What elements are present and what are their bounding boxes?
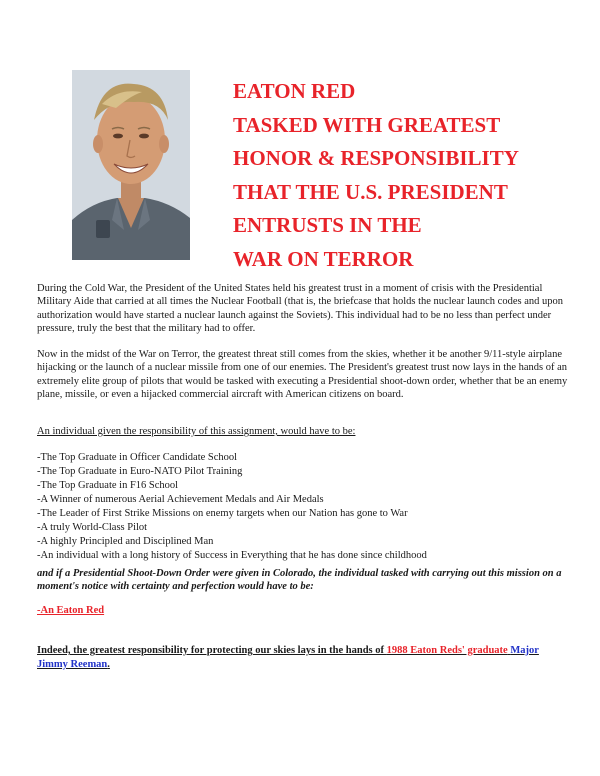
requirement-item: -A Winner of numerous Aerial Achievement Medals and Air Medals	[37, 494, 324, 505]
headline-line: ENTRUSTS IN THE	[233, 213, 422, 237]
headline-line: EATON RED	[233, 79, 356, 103]
requirement-item: -The Top Graduate in Officer Candidate School	[37, 452, 238, 463]
headline	[233, 75, 573, 276]
requirement-item: -An individual with a long history of Success in Everything that he has done since childhood	[37, 550, 427, 561]
portrait-illustration	[72, 70, 190, 260]
requirement-item: -The Leader of First Strike Missions on enemy targets when our Nation has gone to War	[37, 508, 408, 519]
final-statement	[37, 644, 569, 672]
pilot-name-link[interactable]: Major Jimmy Reeman	[37, 645, 539, 670]
answer-text: -An Eaton Red	[37, 605, 105, 616]
requirement-item: -A highly Principled and Disciplined Man	[37, 536, 214, 547]
requirements-heading: An individual given the responsibility of this assignment, would have to be:	[37, 426, 356, 437]
headline-line: THAT THE U.S. PRESIDENT	[233, 179, 508, 204]
requirement-item: -The Top Graduate in Euro-NATO Pilot Training	[37, 466, 243, 477]
requirement-item: -The Top Graduate in F16 School	[37, 480, 179, 491]
headline-line: WAR ON TERROR	[233, 246, 414, 271]
headline-line: HONOR & RESPONSIBILITY	[233, 146, 519, 170]
requirements-list	[37, 451, 427, 563]
cold-war-paragraph: During the Cold War, the President of the United States held his greatest trust in a moment of crisis with the Presidential Military Aide that carried at all times the Nuclear Football (that is, the briefcase that holds the nuclear launch codes and upon authorization would have started a nuclear launch against the Soviets). This individual had to be no less than perfect under pressure, truly the best that the military had to offer.	[37, 283, 563, 335]
headline-line: TASKED WITH GREATEST	[233, 112, 501, 137]
final-period: .	[107, 659, 110, 670]
final-lead: Indeed, the greatest responsibility for protecting our skies lays in the hands of	[37, 645, 387, 656]
war-on-terror-paragraph: Now in the midst of the War on Terror, the greatest threat still comes from the skies, whether it be another 9/11-style airplane hijacking or the launch of a nuclear missile from one of our enemies. The President's greatest trust now lays in the hands of an extremely elite group of pilots that would be tasked with executing a Presidential shoot-down order, whether that be an enemy plane, missile, or even a hijacked commercial aircraft with American citizens on board.	[37, 349, 568, 401]
portrait-photo	[72, 70, 190, 260]
requirement-item: -A truly World-Class Pilot	[37, 522, 148, 533]
conclusion-text: and if a Presidential Shoot-Down Order were given in Colorado, the individual tasked with carrying out this mission on a moment's notice with certainty and perfection would have to be:	[37, 568, 562, 593]
graduate-highlight: 1988 Eaton Reds' graduate	[386, 645, 508, 656]
